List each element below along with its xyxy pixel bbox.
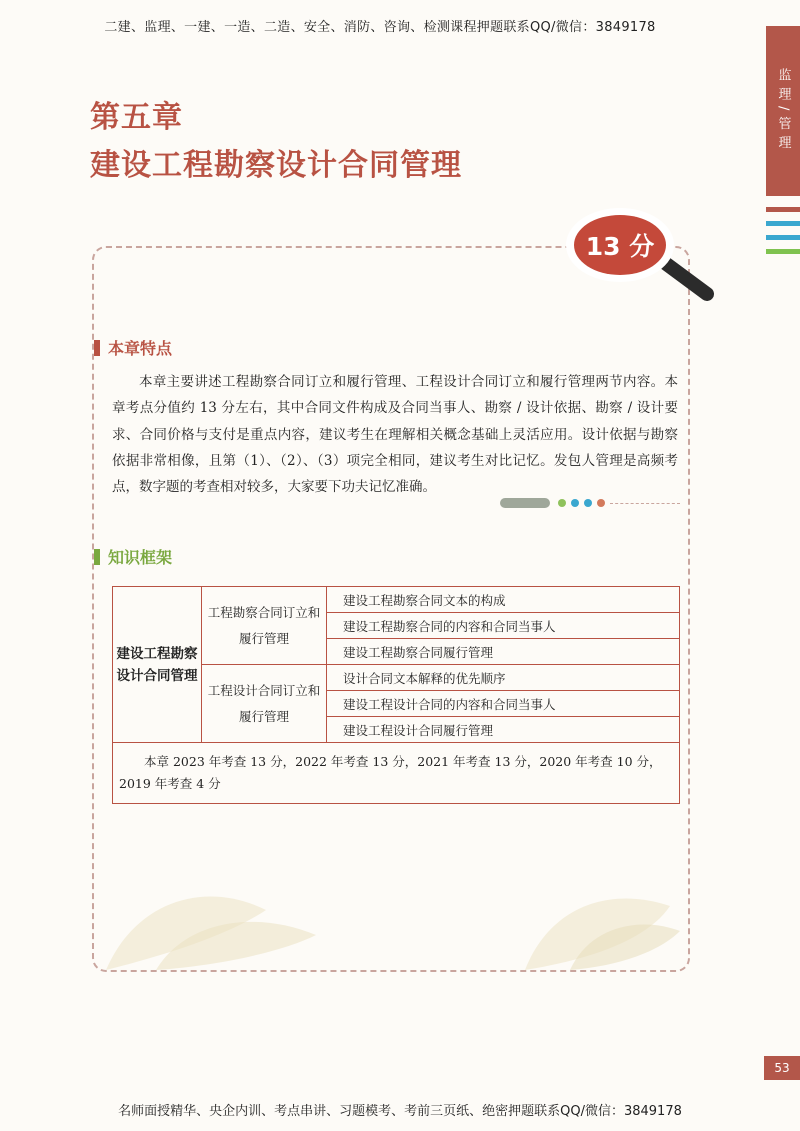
framework-item: 建设工程勘察合同的内容和合同当事人 bbox=[327, 613, 680, 639]
framework-heading-text: 知识框架 bbox=[108, 548, 173, 567]
table-row bbox=[113, 587, 680, 613]
chapter-title: 建设工程勘察设计合同管理 bbox=[90, 148, 462, 183]
framework-item: 设计合同文本解释的优先顺序 bbox=[327, 665, 680, 691]
framework-heading bbox=[94, 545, 172, 568]
decorative-dots bbox=[500, 498, 610, 508]
deco-dot-blue-1 bbox=[571, 499, 579, 507]
leaf-decoration-right bbox=[520, 886, 685, 970]
framework-root: 建设工程勘察设计合同管理 bbox=[113, 587, 202, 743]
side-tab bbox=[766, 26, 800, 196]
leaf-decoration-left bbox=[96, 880, 336, 970]
deco-line bbox=[610, 503, 680, 504]
heading-bar bbox=[94, 549, 100, 565]
knowledge-framework-table bbox=[112, 586, 680, 804]
features-heading-text: 本章特点 bbox=[108, 339, 173, 358]
framework-group: 工程勘察合同订立和履行管理 bbox=[202, 587, 327, 665]
stripe-blue-2 bbox=[766, 235, 800, 240]
framework-group: 工程设计合同订立和履行管理 bbox=[202, 665, 327, 743]
chapter-number: 第五章 bbox=[90, 100, 183, 135]
deco-dot-green bbox=[558, 499, 566, 507]
score-badge: 13 分 bbox=[585, 232, 655, 261]
framework-item: 建设工程设计合同履行管理 bbox=[327, 717, 680, 743]
features-heading bbox=[94, 336, 172, 359]
stripe-red bbox=[766, 207, 800, 212]
framework-item: 建设工程勘察合同文本的构成 bbox=[327, 587, 680, 613]
heading-bar bbox=[94, 340, 100, 356]
framework-item: 建设工程设计合同的内容和合同当事人 bbox=[327, 691, 680, 717]
framework-item: 建设工程勘察合同履行管理 bbox=[327, 639, 680, 665]
bottom-banner: 名师面授精华、央企内训、考点串讲、习题模考、考前三页纸、绝密押题联系QQ/微信：3849178 bbox=[118, 1104, 682, 1119]
stripe-green bbox=[766, 249, 800, 254]
side-stripes bbox=[766, 207, 800, 263]
deco-pill bbox=[500, 498, 550, 508]
deco-dot-blue-2 bbox=[584, 499, 592, 507]
exam-history-note: 本章 2023 年考查 13 分，2022 年考查 13 分，2021 年考查 13 分，2020 年考查 10 分，2019 年考查 4 分 bbox=[113, 743, 680, 804]
page-number: 53 bbox=[764, 1056, 800, 1080]
table-row bbox=[113, 743, 680, 804]
side-tab-label: 监理/管理 bbox=[775, 67, 791, 155]
features-paragraph: 本章主要讲述工程勘察合同订立和履行管理、工程设计合同订立和履行管理两节内容。本章考点分值约 13 分左右，其中合同文件构成及合同当事人、勘察 / 设计依据、勘察 / 设计要求、合同价格与支付是重点内容，建议考生在理解相关概念基础上灵活应用。设计依据与勘察依据非常相像，且第（1）、（2）、（3）项完全相同，建议考生对比记忆。发包人管理是高频考点，数字题的考查相对较多，大家要下功夫记忆准确。 bbox=[112, 374, 678, 496]
deco-dot-orange bbox=[597, 499, 605, 507]
top-banner: 二建、监理、一建、一造、二造、安全、消防、咨询、检测课程押题联系QQ/微信：3849178 bbox=[104, 20, 656, 35]
stripe-blue-1 bbox=[766, 221, 800, 226]
